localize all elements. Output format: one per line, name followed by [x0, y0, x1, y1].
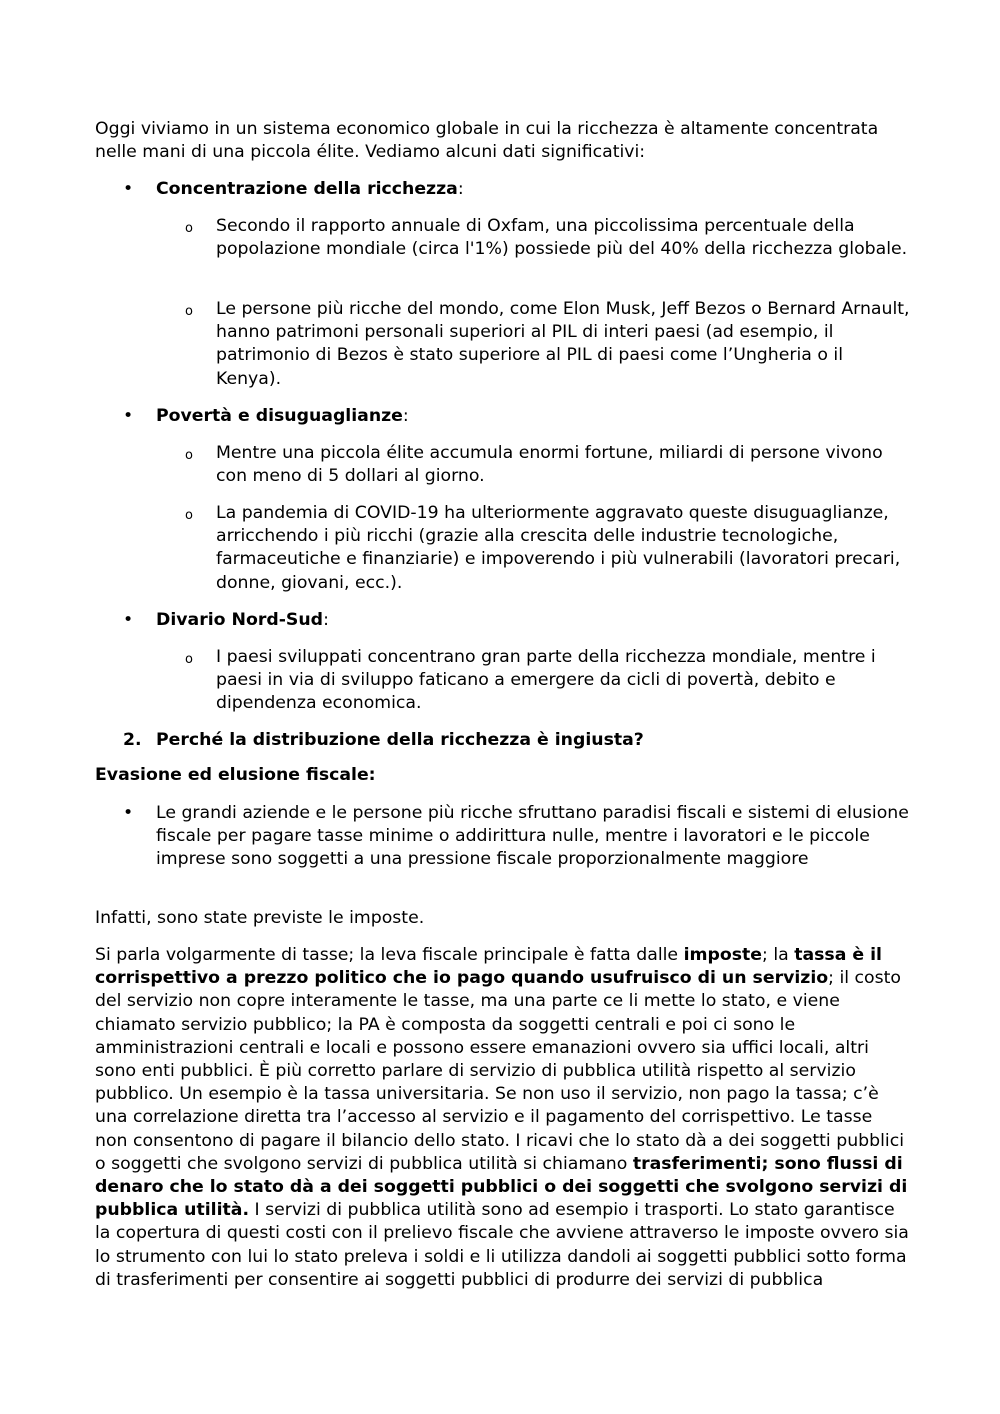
evasion-heading: Evasione ed elusione fiscale: [95, 765, 376, 785]
section-number: 2. [123, 730, 142, 750]
bullet-marker: • [123, 803, 134, 823]
bullet-text: Le grandi aziende e le persone più ricche sfruttano paradisi fiscali e sistemi di elusione fiscale per pagare tasse minime o addirittura nulle, mentre i lavoratori e le piccole imprese sono soggetti a una pressione fiscale proporzionalmente maggiore [156, 803, 909, 870]
sub-bullet-text: La pandemia di COVID-19 ha ulteriormente aggravato queste disuguaglianze, arricchendo i più ricchi (grazie alla crescita delle industrie tecnologiche, farmaceutiche e finanziarie) e impoverendo i più vulnerabili (lavoratori precari, donne, giovani, ecc.). [216, 503, 901, 593]
sub-bullet-text: I paesi sviluppati concentrano gran parte della ricchezza mondiale, mentre i paesi in via di sviluppo faticano a emergere da cicli di povertà, debito e dipendenza economica. [216, 647, 876, 714]
sub-bullet-marker: o [185, 221, 193, 236]
infatti-paragraph: Infatti, sono state previste le imposte. [95, 908, 425, 928]
sub-bullet-text: Secondo il rapporto annuale di Oxfam, una piccolissima percentuale della popolazione mondiale (circa l'1%) possiede più del 40% della ricchezza globale. [216, 216, 908, 260]
bullet-marker: • [123, 610, 134, 630]
sub-bullet-marker: o [185, 304, 193, 319]
bullet-heading: Povertà e disuguaglianze: [156, 406, 409, 426]
bullet-heading: Divario Nord-Sud: [156, 610, 329, 630]
bullet-marker: • [123, 406, 134, 426]
taxes-paragraph: Si parla volgarmente di tasse; la leva fiscale principale è fatta dalle imposte; la tassa è il corrispettivo a prezzo politico che io pago quando usufruisco di un servizio; il costo del servizio non copre interamente le tasse, ma una parte ce li mette lo stato, e viene chiamato servizio pubblico; la PA è composta da soggetti centrali e poi ci sono le amministrazioni centrali e locali e possono essere emanazioni ovvero sia uffici locali, altri sono enti pubblici. È più corretto parlare di servizio di pubblica utilità rispetto al servizio pubblico. Un esempio è la tassa universitaria. Se non uso il servizio, non pago la tassa; c’è una correlazione diretta tra l’accesso al servizio e il pagamento del corrispettivo. Le tasse non consentono di pagare il bilancio dello stato. I ricavi che lo stato dà a dei soggetti pubblici o soggetti che svolgono servizi di pubblica utilità si chiamano trasferimenti; sono flussi di denaro che lo stato dà a dei soggetti pubblici o dei soggetti che svolgono servizi di pubblica utilità. I servizi di pubblica utilità sono ad esempio i trasporti. Lo stato garantisce la copertura di questi costi con il prelievo fiscale che avviene attraverso le imposte ovvero sia lo strumento con lui lo stato preleva i soldi e li utilizza dandoli ai soggetti pubblici sotto forma di trasferimenti per consentire ai soggetti pubblici di produrre dei servizi di pubblica [95, 945, 909, 1290]
sub-bullet-marker: o [185, 652, 193, 667]
sub-bullet-text: Le persone più ricche del mondo, come Elon Musk, Jeff Bezos o Bernard Arnault, hanno patrimoni personali superiori al PIL di interi paesi (ad esempio, il patrimonio di Bezos è stato superiore al PIL di paesi come l’Ungheria o il Kenya). [216, 299, 910, 389]
bullet-marker: • [123, 179, 134, 199]
sub-bullet-marker: o [185, 508, 193, 523]
section-title: Perché la distribuzione della ricchezza è ingiusta? [156, 730, 644, 750]
intro-paragraph: Oggi viviamo in un sistema economico globale in cui la ricchezza è altamente concentrata nelle mani di una piccola élite. Vediamo alcuni dati significativi: [95, 119, 879, 163]
section-heading [123, 729, 644, 752]
bullet-heading: Concentrazione della ricchezza: [156, 179, 464, 199]
sub-bullet-text: Mentre una piccola élite accumula enormi fortune, miliardi di persone vivono con meno di 5 dollari al giorno. [216, 443, 883, 487]
sub-bullet-marker: o [185, 448, 193, 463]
